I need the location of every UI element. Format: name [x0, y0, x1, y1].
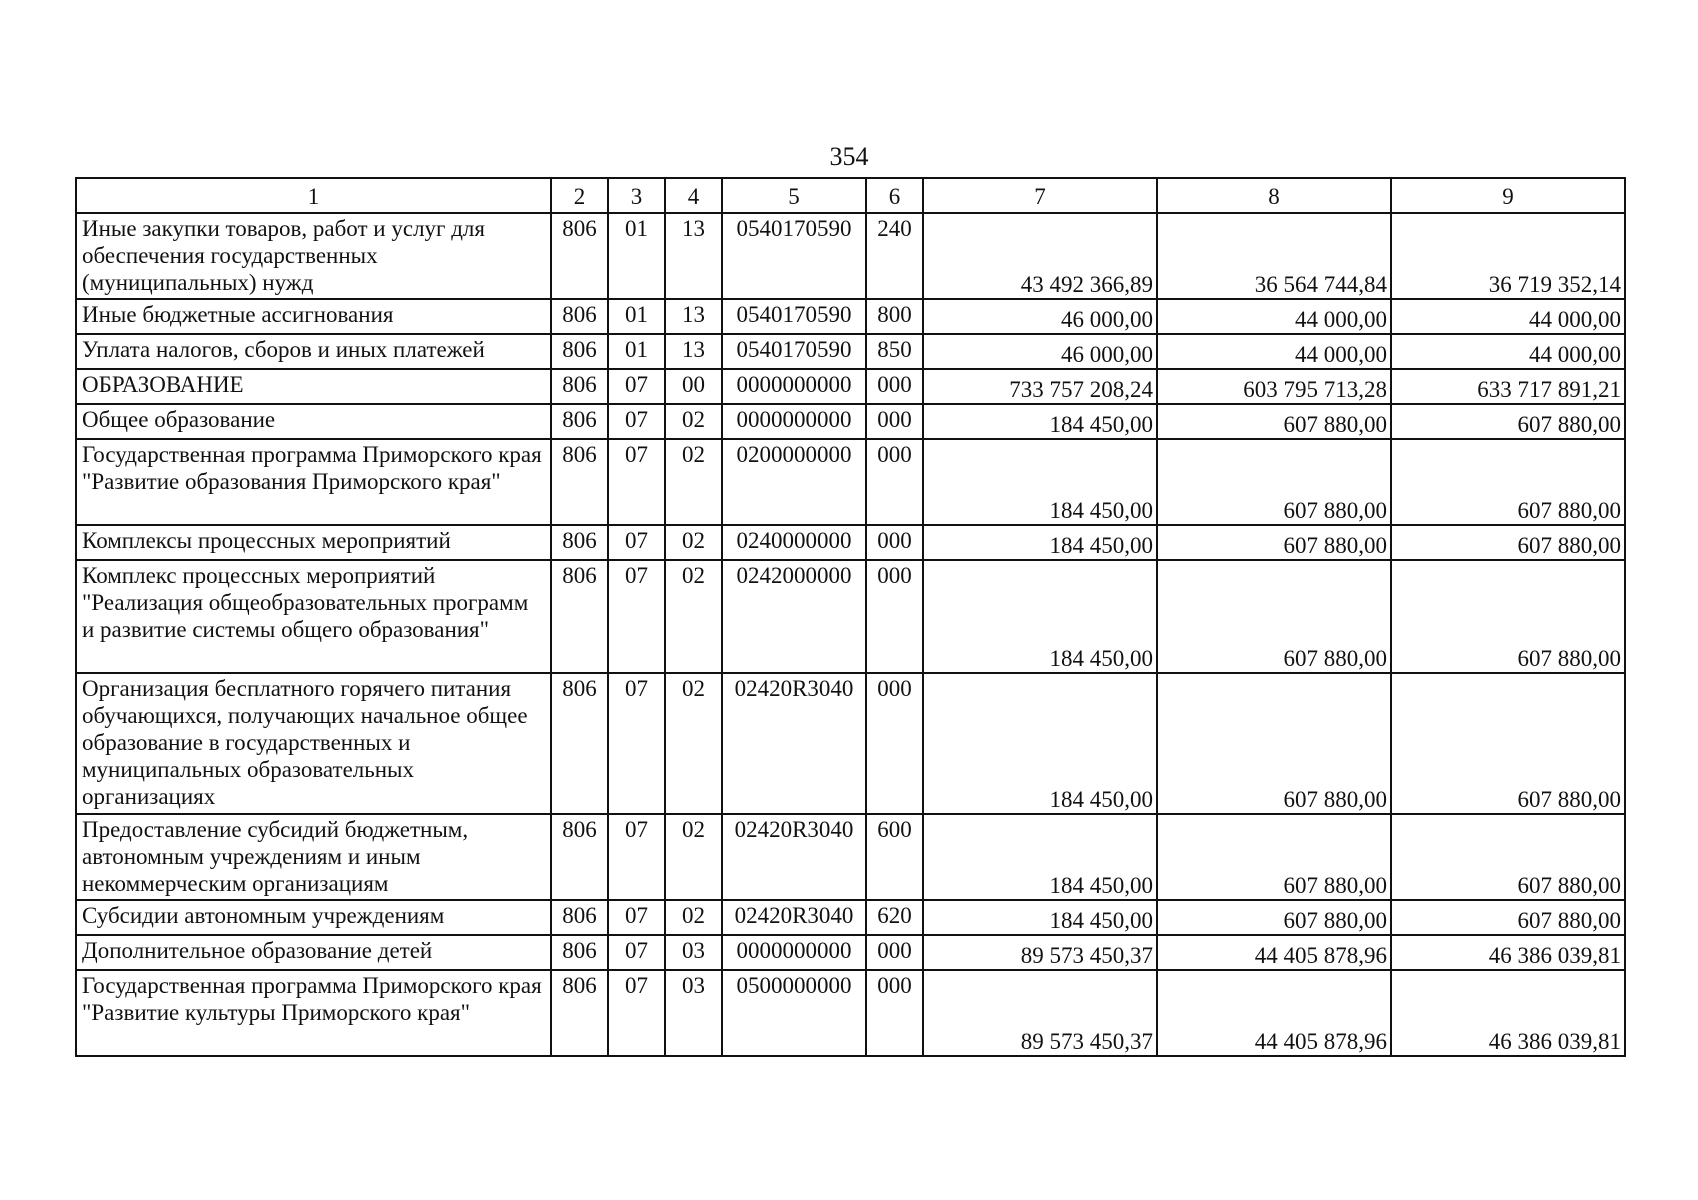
- cell-expense-type: 000: [866, 369, 923, 404]
- row-name: Уплата налогов, сборов и иных платежей: [76, 334, 551, 369]
- cell-amount-col8: 44 405 878,96: [1157, 970, 1391, 1056]
- table-row: [76, 404, 1625, 439]
- cell-amount-col8: 607 880,00: [1157, 560, 1391, 673]
- cell-amount-col8: 603 795 713,28: [1157, 369, 1391, 404]
- cell-section: 07: [608, 404, 665, 439]
- table-row: [76, 369, 1625, 404]
- cell-admin-code: 806: [551, 334, 608, 369]
- table-row: [76, 814, 1625, 900]
- budget-table: [75, 177, 1626, 1057]
- table-row: [76, 334, 1625, 369]
- cell-section: 07: [608, 673, 665, 814]
- cell-expense-type: 000: [866, 525, 923, 560]
- cell-amount-col8: 607 880,00: [1157, 525, 1391, 560]
- cell-subsection: 02: [665, 525, 722, 560]
- header-row: [76, 178, 1625, 213]
- cell-subsection: 03: [665, 935, 722, 970]
- row-name: Комплекс процессных мероприятий "Реализация общеобразовательных программ и развитие системы общего образования": [76, 560, 551, 673]
- cell-admin-code: 806: [551, 299, 608, 334]
- cell-subsection: 02: [665, 404, 722, 439]
- table-row: [76, 673, 1625, 814]
- cell-expense-type: 000: [866, 404, 923, 439]
- cell-target-article: 0540170590: [722, 213, 866, 299]
- cell-subsection: 13: [665, 299, 722, 334]
- cell-admin-code: 806: [551, 213, 608, 299]
- cell-target-article: 0540170590: [722, 299, 866, 334]
- cell-amount-col7: 89 573 450,37: [923, 935, 1157, 970]
- table-row: [76, 525, 1625, 560]
- cell-admin-code: 806: [551, 970, 608, 1056]
- cell-target-article: 0000000000: [722, 404, 866, 439]
- row-name: Комплексы процессных мероприятий: [76, 525, 551, 560]
- table-row: [76, 970, 1625, 1056]
- cell-admin-code: 806: [551, 439, 608, 525]
- column-header: 3: [608, 178, 665, 213]
- cell-expense-type: 620: [866, 900, 923, 935]
- cell-amount-col7: 43 492 366,89: [923, 213, 1157, 299]
- row-name: Предоставление субсидий бюджетным, автономным учреждениям и иным некоммерческим организациям: [76, 814, 551, 900]
- cell-amount-col8: 44 000,00: [1157, 334, 1391, 369]
- cell-amount-col9: 607 880,00: [1391, 814, 1625, 900]
- cell-target-article: 0000000000: [722, 935, 866, 970]
- cell-expense-type: 600: [866, 814, 923, 900]
- cell-section: 01: [608, 299, 665, 334]
- cell-subsection: 02: [665, 560, 722, 673]
- cell-admin-code: 806: [551, 673, 608, 814]
- cell-section: 07: [608, 970, 665, 1056]
- cell-amount-col8: 36 564 744,84: [1157, 213, 1391, 299]
- cell-expense-type: 000: [866, 970, 923, 1056]
- cell-target-article: 0240000000: [722, 525, 866, 560]
- cell-section: 07: [608, 814, 665, 900]
- table-row: [76, 299, 1625, 334]
- cell-expense-type: 240: [866, 213, 923, 299]
- cell-amount-col8: 607 880,00: [1157, 900, 1391, 935]
- cell-target-article: 0200000000: [722, 439, 866, 525]
- cell-amount-col7: 184 450,00: [923, 673, 1157, 814]
- cell-amount-col7: 184 450,00: [923, 900, 1157, 935]
- cell-expense-type: 000: [866, 560, 923, 673]
- column-header: 8: [1157, 178, 1391, 213]
- cell-amount-col7: 184 450,00: [923, 404, 1157, 439]
- cell-amount-col8: 607 880,00: [1157, 814, 1391, 900]
- cell-amount-col7: 184 450,00: [923, 525, 1157, 560]
- cell-target-article: 0000000000: [722, 369, 866, 404]
- table-row: [76, 935, 1625, 970]
- cell-amount-col9: 36 719 352,14: [1391, 213, 1625, 299]
- cell-amount-col9: 607 880,00: [1391, 673, 1625, 814]
- cell-amount-col9: 607 880,00: [1391, 525, 1625, 560]
- cell-amount-col9: 46 386 039,81: [1391, 970, 1625, 1056]
- cell-amount-col9: 607 880,00: [1391, 439, 1625, 525]
- cell-admin-code: 806: [551, 814, 608, 900]
- cell-amount-col7: 89 573 450,37: [923, 970, 1157, 1056]
- cell-expense-type: 800: [866, 299, 923, 334]
- cell-amount-col9: 607 880,00: [1391, 404, 1625, 439]
- cell-admin-code: 806: [551, 560, 608, 673]
- table-row: [76, 213, 1625, 299]
- cell-admin-code: 806: [551, 900, 608, 935]
- cell-amount-col8: 607 880,00: [1157, 404, 1391, 439]
- cell-subsection: 02: [665, 673, 722, 814]
- cell-target-article: 02420R3040: [722, 900, 866, 935]
- cell-section: 07: [608, 525, 665, 560]
- cell-expense-type: 000: [866, 673, 923, 814]
- row-name: Дополнительное образование детей: [76, 935, 551, 970]
- cell-amount-col9: 44 000,00: [1391, 334, 1625, 369]
- cell-amount-col8: 607 880,00: [1157, 673, 1391, 814]
- cell-subsection: 13: [665, 213, 722, 299]
- cell-admin-code: 806: [551, 404, 608, 439]
- row-name: Организация бесплатного горячего питания обучающихся, получающих начальное общее образование в государственных и муниципальных образовательных организациях: [76, 673, 551, 814]
- cell-amount-col8: 44 000,00: [1157, 299, 1391, 334]
- cell-expense-type: 850: [866, 334, 923, 369]
- cell-admin-code: 806: [551, 935, 608, 970]
- cell-amount-col9: 44 000,00: [1391, 299, 1625, 334]
- column-header: 1: [76, 178, 551, 213]
- cell-amount-col7: 733 757 208,24: [923, 369, 1157, 404]
- cell-subsection: 03: [665, 970, 722, 1056]
- row-name: Иные бюджетные ассигнования: [76, 299, 551, 334]
- cell-section: 07: [608, 560, 665, 673]
- cell-admin-code: 806: [551, 369, 608, 404]
- cell-section: 01: [608, 334, 665, 369]
- cell-amount-col8: 607 880,00: [1157, 439, 1391, 525]
- cell-amount-col9: 607 880,00: [1391, 560, 1625, 673]
- cell-amount-col9: 607 880,00: [1391, 900, 1625, 935]
- cell-expense-type: 000: [866, 439, 923, 525]
- cell-amount-col9: 46 386 039,81: [1391, 935, 1625, 970]
- table-row: [76, 439, 1625, 525]
- cell-target-article: 0500000000: [722, 970, 866, 1056]
- row-name: Государственная программа Приморского края "Развитие культуры Приморского края": [76, 970, 551, 1056]
- table-row: [76, 900, 1625, 935]
- cell-subsection: 02: [665, 439, 722, 525]
- cell-target-article: 02420R3040: [722, 673, 866, 814]
- cell-admin-code: 806: [551, 525, 608, 560]
- row-name: Иные закупки товаров, работ и услуг для обеспечения государственных (муниципальных) нужд: [76, 213, 551, 299]
- page-number: 354: [829, 142, 869, 171]
- cell-section: 07: [608, 369, 665, 404]
- cell-section: 07: [608, 900, 665, 935]
- cell-section: 07: [608, 935, 665, 970]
- cell-amount-col7: 184 450,00: [923, 560, 1157, 673]
- cell-amount-col8: 44 405 878,96: [1157, 935, 1391, 970]
- cell-section: 01: [608, 213, 665, 299]
- row-name: Государственная программа Приморского края "Развитие образования Приморского края": [76, 439, 551, 525]
- column-header: 4: [665, 178, 722, 213]
- cell-amount-col9: 633 717 891,21: [1391, 369, 1625, 404]
- column-header: 6: [866, 178, 923, 213]
- row-name: ОБРАЗОВАНИЕ: [76, 369, 551, 404]
- column-header: 5: [722, 178, 866, 213]
- cell-target-article: 0242000000: [722, 560, 866, 673]
- row-name: Общее образование: [76, 404, 551, 439]
- cell-amount-col7: 184 450,00: [923, 814, 1157, 900]
- column-header: 9: [1391, 178, 1625, 213]
- cell-amount-col7: 46 000,00: [923, 299, 1157, 334]
- cell-subsection: 02: [665, 814, 722, 900]
- cell-expense-type: 000: [866, 935, 923, 970]
- row-name: Субсидии автономным учреждениям: [76, 900, 551, 935]
- cell-target-article: 02420R3040: [722, 814, 866, 900]
- cell-target-article: 0540170590: [722, 334, 866, 369]
- cell-section: 07: [608, 439, 665, 525]
- cell-amount-col7: 46 000,00: [923, 334, 1157, 369]
- cell-subsection: 13: [665, 334, 722, 369]
- column-header: 7: [923, 178, 1157, 213]
- cell-subsection: 02: [665, 900, 722, 935]
- table-row: [76, 560, 1625, 673]
- column-header: 2: [551, 178, 608, 213]
- cell-subsection: 00: [665, 369, 722, 404]
- cell-amount-col7: 184 450,00: [923, 439, 1157, 525]
